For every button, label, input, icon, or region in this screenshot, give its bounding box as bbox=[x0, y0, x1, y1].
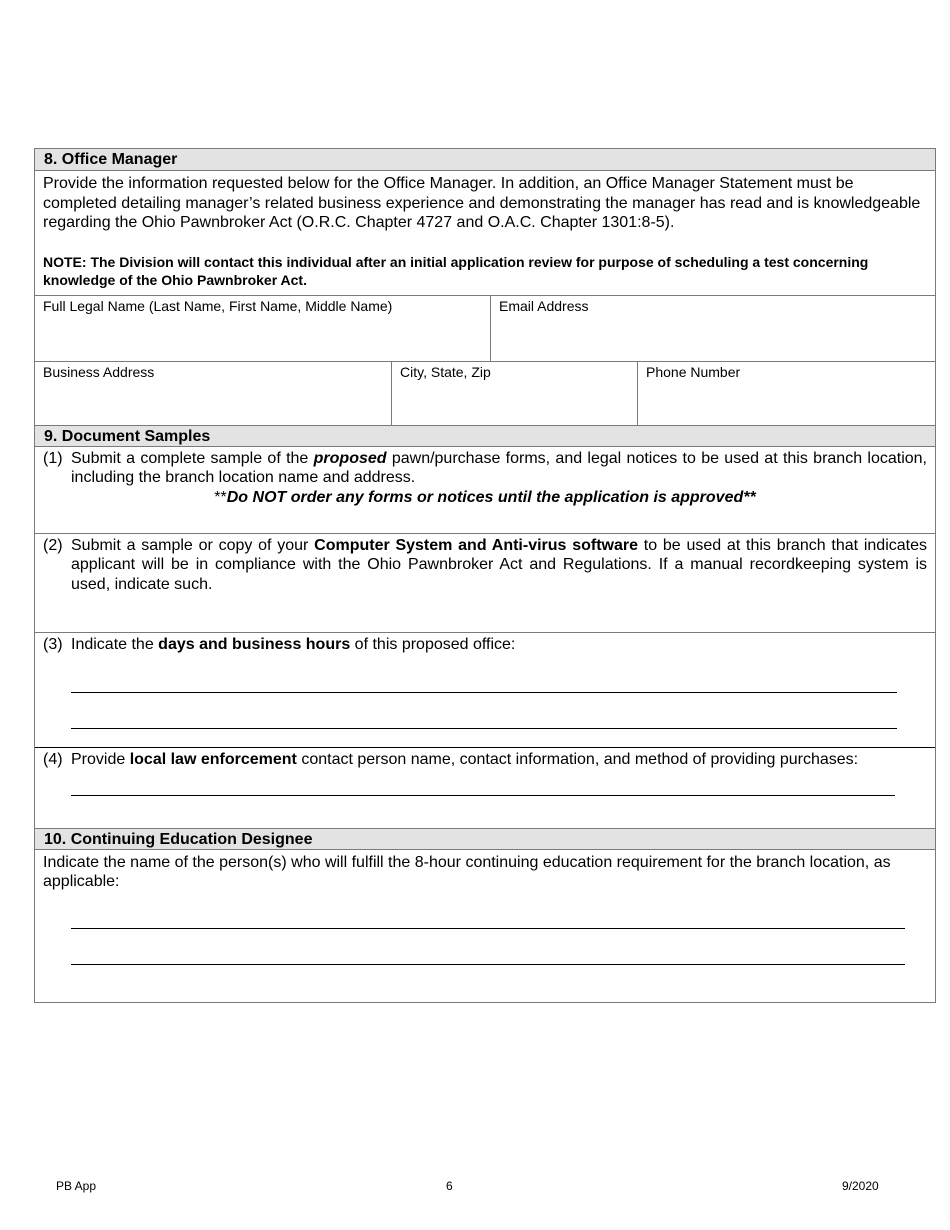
item-3-number: (3) bbox=[43, 635, 63, 653]
footer-page-number: 6 bbox=[446, 1179, 453, 1193]
item-1-warning: **Do NOT order any forms or notices until the application is approved** bbox=[214, 488, 756, 506]
business-address-field[interactable] bbox=[35, 362, 391, 425]
section-8-header: 8. Office Manager bbox=[35, 149, 935, 171]
document-item-2 bbox=[35, 533, 935, 632]
document-item-1 bbox=[35, 447, 935, 533]
phone-label: Phone Number bbox=[646, 363, 741, 380]
address-row bbox=[35, 361, 935, 425]
business-address-label: Business Address bbox=[43, 363, 155, 380]
section-9-header: 9. Document Samples bbox=[35, 425, 935, 447]
full-name-label: Full Legal Name (Last Name, First Name, Middle Name) bbox=[43, 297, 393, 314]
section-10-header: 10. Continuing Education Designee bbox=[35, 828, 935, 850]
city-state-zip-field[interactable] bbox=[391, 362, 637, 425]
designee-line-1[interactable] bbox=[71, 928, 905, 929]
hours-line-2[interactable] bbox=[71, 728, 897, 729]
document-item-4 bbox=[35, 747, 935, 828]
application-form bbox=[34, 148, 936, 1003]
law-enforcement-line[interactable] bbox=[71, 795, 895, 796]
item-3-text: Indicate the days and business hours of this proposed office: bbox=[71, 635, 516, 653]
section-8-note: NOTE: The Division will contact this individual after an initial application review for purpose of scheduling a test concerning knowledge of the Ohio Pawnbroker Act. bbox=[43, 253, 869, 288]
item-2-number: (2) bbox=[43, 536, 63, 554]
city-state-zip-label: City, State, Zip bbox=[400, 363, 491, 380]
designee-line-2[interactable] bbox=[71, 964, 905, 965]
item-2-text: Submit a sample or copy of your Computer System and Anti-virus software to be used at this branch that indicates applicant will be in compliance with the Ohio Pawnbroker Act and Regulations. If a manual recordkeeping system is used, indicate such. bbox=[71, 536, 927, 593]
document-item-3 bbox=[35, 632, 935, 747]
section-10-intro: Indicate the name of the person(s) who will fulfill the 8-hour continuing education requirement for the branch location, as applicable: bbox=[43, 853, 891, 890]
name-email-row bbox=[35, 295, 935, 361]
phone-field[interactable] bbox=[637, 362, 935, 425]
email-field[interactable] bbox=[490, 296, 935, 361]
item-4-number: (4) bbox=[43, 750, 63, 768]
section-8-intro: Provide the information requested below for the Office Manager. In addition, an Office Manager Statement must be completed detailing manager’s related business experience and demonstrating the manager has read and is knowledgeable regarding the Ohio Pawnbroker Act (O.R.C. Chapter 4727 and O.A.C. Chapter 1301:8-5). bbox=[43, 175, 921, 231]
continuing-education-block bbox=[35, 850, 935, 1002]
footer-revision-date: 9/2020 bbox=[842, 1179, 879, 1193]
footer-form-name: PB App bbox=[56, 1179, 97, 1193]
full-name-field[interactable] bbox=[35, 296, 490, 361]
item-1-text: Submit a complete sample of the proposed pawn/purchase forms, and legal notices to be used at this branch location, including the branch location name and address. bbox=[71, 449, 927, 486]
email-label: Email Address bbox=[499, 297, 589, 314]
item-1-number: (1) bbox=[43, 449, 63, 467]
item-4-text: Provide local law enforcement contact person name, contact information, and method of providing purchases: bbox=[71, 750, 859, 768]
hours-line-1[interactable] bbox=[71, 692, 897, 693]
